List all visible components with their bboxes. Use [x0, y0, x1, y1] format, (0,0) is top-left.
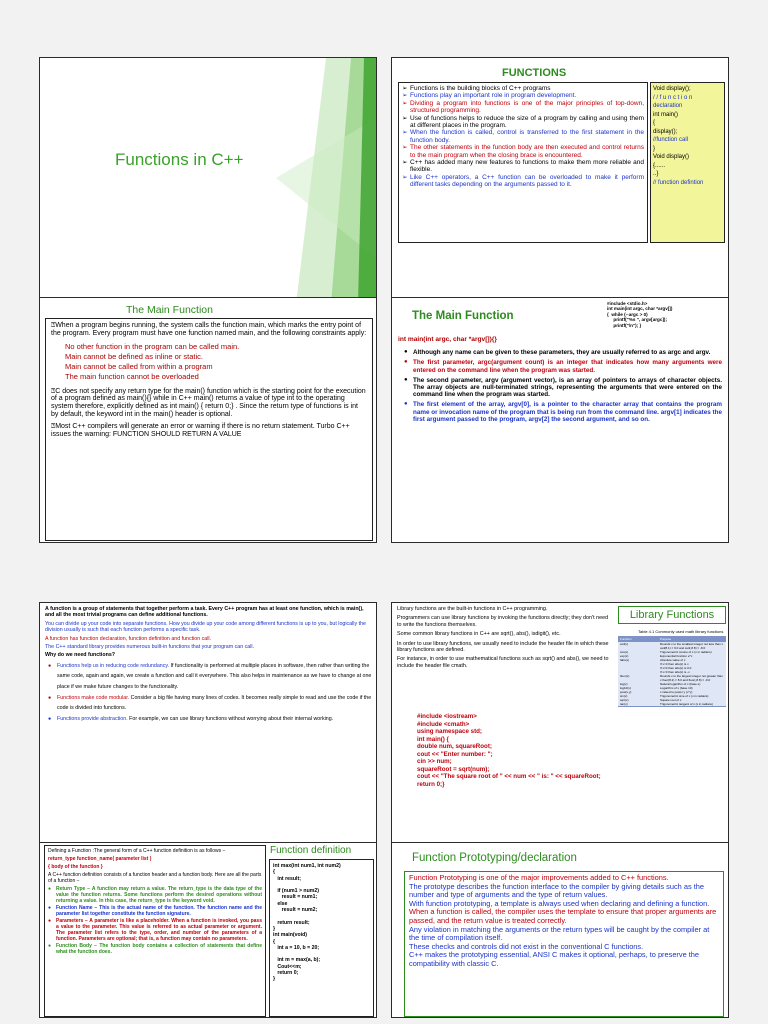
paragraph-text: When a program begins running, the system calls the function main, which marks the entry point of the program. Every program must have one function named main, and the following constraints apply:	[51, 322, 367, 337]
column-header: Function	[620, 637, 632, 641]
arrow-bullet-icon: ➢	[402, 129, 408, 137]
table-cell: Trigonometric cosine of x (x in radians)	[660, 650, 712, 654]
bullet-item	[402, 85, 644, 92]
constraint-line: Main cannot be defined as inline or static.	[65, 351, 203, 361]
list-item	[48, 905, 262, 917]
constraint-line: Main cannot be called from within a program	[65, 361, 213, 371]
bullet-text: Dividing a program into functions is one of the major principles of top-down, structured programming.	[410, 99, 644, 115]
list-item-lead: Functions help us in reducing code redundancy.	[57, 662, 170, 669]
bullet-text: Use of functions helps to reduce the size of a program by calling and using them at different places in the program.	[410, 114, 644, 130]
content-box	[404, 871, 724, 1017]
paragraph: Why do we need functions?	[45, 652, 116, 659]
code-line: int main()	[653, 111, 679, 118]
code-snippet	[607, 301, 725, 328]
table-cell: Rounds x to the largest integer not greater than x floor(8.2) = 8.0 and floor(-8.8) = -9.0	[660, 674, 723, 682]
table-cell: sin(x)	[620, 694, 628, 698]
code-line: //function call	[653, 137, 689, 143]
arrow-bullet-icon: ➢	[402, 92, 408, 100]
slide-function-intro	[39, 602, 377, 848]
list-item-text	[57, 661, 373, 693]
code-line: cout << "The square root of " << num << " is: " << squareRoot;	[417, 773, 601, 780]
code-line: display();	[653, 128, 678, 135]
bullet-icon: ●	[48, 918, 52, 924]
list-item	[48, 918, 262, 942]
paragraph: C++ makes the prototyping essential, ANSI C makes it optional, perhaps, to preserve the compatibility with classic C.	[409, 950, 700, 968]
content-text	[44, 845, 266, 1017]
list-item-text: Function Name − This is the actual name of the function. The function name and the parameter list together constitute the function signature.	[56, 905, 262, 917]
table-cell: x raised to power y (x^y)	[660, 690, 693, 694]
slide-library-functions	[391, 602, 729, 848]
paragraph: When a function is called, the compiler uses the template to ensure that proper arguments are passed, and the return value is treated correctly.	[409, 907, 717, 925]
paragraph	[51, 388, 367, 419]
bullet-icon: ●	[404, 376, 408, 383]
table-cell: Trigonometric tangent of x (x in radians)	[660, 702, 713, 706]
list-item	[404, 377, 722, 399]
code-line: printf("%s ", argv[argc]);	[607, 317, 667, 323]
paragraph: A function is a group of statements that together perform a task. Every C++ program has at least one function, which is main(), and all the most trivial programs can define additional functions.	[45, 606, 364, 619]
table-cell: log(x)	[620, 682, 628, 686]
list-item-text	[57, 714, 333, 725]
syntax-line: return_type function_name( parameter list )	[48, 856, 152, 862]
paragraph: A function has function declaration, function definition and function call.	[45, 635, 212, 642]
table-cell: If x<0 then abs(x) is -x	[660, 670, 690, 674]
column-header: Purpose	[660, 637, 672, 641]
paragraph: Defining a Function :The general form of a C++ function definition is as follows −	[48, 848, 226, 854]
table-row	[618, 642, 726, 650]
slide-heading: Function Prototyping/declaration	[412, 852, 577, 864]
table-row	[618, 674, 726, 682]
bullet-item	[402, 144, 644, 159]
arrow-bullet-icon: ➢	[402, 159, 408, 167]
arrow-bullet-icon: ➢	[402, 114, 408, 122]
list-item-text: Although any name can be given to these parameters, they are usually referred to as argc and argv.	[413, 349, 711, 357]
content-box	[45, 318, 373, 541]
bullet-icon: ●	[404, 401, 408, 408]
code-line: // function defintion	[653, 179, 704, 186]
paragraph: Some common library functions in C++ are sqrt(), abs(), isdigit(), etc.	[397, 631, 561, 638]
constraint-line: The main function cannot be overloaded	[65, 371, 199, 381]
bullet-item	[402, 174, 644, 189]
code-line: {	[653, 120, 656, 126]
code-line: #include <stdio.h>	[607, 301, 648, 306]
list-item	[45, 693, 373, 714]
content-text	[45, 606, 373, 724]
table-cell: cos(x)	[620, 650, 629, 654]
slide-heading: FUNCTIONS	[502, 67, 567, 79]
arrow-bullet-icon: ➢	[402, 173, 408, 181]
list-item-rest: Consider a big file having many lines of codes. It becomes really simple to read and use the code if the code is divided into functions.	[57, 694, 372, 712]
box-icon: ⍰	[51, 422, 56, 430]
paragraph: With function prototyping, a template is always used when declaring and defining a function.	[409, 898, 710, 908]
table-cell: sqrt(x)	[620, 698, 629, 702]
bullet-text: Like C++ operators, a C++ function can be overloaded to make it perform different tasks depending on the arguments passed to it.	[410, 173, 644, 189]
bullet-item	[402, 100, 644, 115]
code-line: return 0;}	[417, 780, 445, 788]
paragraph: For instance, in order to use mathematical functions such as sqrt() and abs(), we need to include the header file cmath.	[397, 656, 609, 669]
table-cell: fabs(x)	[620, 658, 630, 662]
code-line: {......	[653, 162, 666, 169]
paragraph-text: C does not specify any return type for the main() function which is the starting point for the execution of a program defined as main(){} while in C++ main() returns a value of type int to the operating system therefore, explicitly defined as int main() { return 0;} . Since the return type of functions is int by default, the keyword int in the main() header is optional.	[51, 387, 366, 418]
bullet-list	[398, 82, 648, 243]
table-cell: floor(x)	[620, 674, 630, 678]
table-cell: Rounds x to the smallest integer not less than x ceil(8.1) = 9.0 and ceil(-8.8) = -8.0	[660, 642, 724, 650]
bullet-icon: ●	[404, 349, 408, 356]
paragraph: The prototype describes the function interface to the compiler by giving details such as the number and type of arguments and the type of return values.	[409, 881, 704, 900]
code-line: double num, squareRoot;	[417, 743, 492, 750]
paragraph	[51, 322, 367, 338]
code-line: printf("\n"); }	[607, 322, 642, 328]
slide-title-text: Functions in C++	[115, 150, 244, 169]
bullet-item	[402, 159, 644, 174]
slide-heading: Function definition	[270, 845, 352, 856]
box-icon: ⍰	[51, 387, 56, 395]
slide-main-function	[39, 297, 377, 543]
code-line: { while (--argc > 0)	[607, 311, 648, 317]
code-line: }	[653, 145, 656, 152]
code-sidebar	[650, 82, 725, 243]
arrow-bullet-icon: ➢	[402, 85, 408, 92]
paragraph: In order to use library functions, we usually need to include the header file in which these library functions are defined.	[397, 640, 609, 654]
code-line: using namespace std;	[417, 728, 482, 735]
table-cell: Square root of x	[660, 698, 682, 702]
bullet-icon: ●	[48, 943, 52, 949]
table-caption: Table 4.1 Commonly used math library functions	[638, 629, 724, 634]
slide-heading: The Main Function	[126, 304, 213, 316]
list-item	[404, 349, 722, 356]
bullet-item	[402, 129, 644, 144]
table-row	[618, 702, 726, 706]
code-line: squareRoot = sqrt(num);	[417, 765, 490, 773]
table-cell: exp(x)	[620, 654, 629, 658]
paragraph: Any violation in matching the arguments or the return types will be caught by the compiler at the time of compilation itself.	[409, 924, 710, 943]
list-item-text: The first parameter, argc(argument count) is an integer that indicates how many arguments were entered on the command line when the program was started.	[413, 359, 722, 374]
slide-main-function-args	[391, 297, 729, 543]
code-line: int main() {	[417, 735, 449, 743]
slide-title	[39, 57, 377, 303]
list-item-text: Parameters − A parameter is like a placeholder. When a function is invoked, you pass a value to the parameter. This value is referred to as actual parameter or argument. The parameter list refers to the type, order, and number of the parameters of a function. Parameters are optional; that is, a function may contain no parameters.	[56, 918, 262, 942]
paragraph: A C++ function definition consists of a function header and a function body. Here are all the parts of a function −	[48, 872, 262, 884]
table-cell: Trigonometric sine of x (x in radians)	[660, 694, 709, 698]
table-cell: Exponential function e^x	[660, 654, 693, 658]
slide-functions	[391, 57, 729, 303]
slide-function-definition	[39, 842, 377, 1018]
bullet-icon: ●	[48, 715, 52, 722]
list-item	[48, 886, 262, 904]
bullet-text: Functions play an important role in program development.	[410, 92, 577, 100]
table-cell: Absolute value of x	[660, 658, 686, 662]
constraints-list	[51, 342, 367, 382]
content-text	[397, 606, 609, 672]
table-cell: log10(x)	[620, 686, 631, 690]
table-cell: tan(x)	[620, 702, 628, 706]
code-line: int main(int argc, char *argv[])	[607, 306, 673, 312]
bullet-icon: ●	[48, 886, 52, 892]
list-item-lead: Functions provide abstraction.	[57, 715, 128, 722]
bullet-text: When the function is called, control is transferred to the first statement in the function body.	[410, 129, 644, 144]
bullet-text: Functions is the building blocks of C++ programs	[410, 85, 551, 92]
arrow-bullet-icon: ➢	[402, 99, 408, 107]
bullet-text: The other statements in the function body are then executed and control returns to the main program when the closing brace is encountered.	[410, 144, 644, 159]
list-item	[45, 714, 373, 725]
list-item-text: The first element of the array, argv[0], is a pointer to the character array that contains the program name or invocation name of the program that is being run from the command line. argv[1] indicates the first argument passed to the program, argv[2] the second argument, and so on.	[413, 401, 722, 423]
slide-heading: Library Functions	[618, 606, 726, 624]
decorative-shapes	[256, 58, 376, 303]
table-cell: Logarithm of x (base 10)	[660, 686, 693, 690]
table-cell: pow(x,y)	[620, 690, 632, 694]
list-item-text: Function Body − The function body contains a collection of statements that define what the function does.	[56, 943, 262, 955]
paragraph: Programmers can use library functions by invoking the functions directly; they don't need to write the functions themselves.	[397, 615, 609, 628]
list-item	[45, 661, 373, 693]
constraint-line: No other function in the program can be called main.	[65, 341, 240, 351]
list-item	[48, 943, 262, 955]
code-line: #include <iostream>	[417, 713, 477, 720]
slide-heading: The Main Function	[412, 310, 514, 322]
bullet-icon: ●	[404, 359, 408, 366]
list-item-text: Return Type − A function may return a value. The return_type is the data type of the value the function returns. Some functions perform the desired operations without returning a value. In this case, the return_type is the keyword void.	[56, 886, 262, 904]
table-cell: If x>0 then abs(x) is x	[660, 662, 689, 666]
list-item-rest: If functionality is performed at multiple places in software, then rather than writing the same code, again and again, we create a function and call it everywhere. This also helps in maintenance as we have to change at one place if we make future changes to the functionality.	[57, 662, 372, 691]
signature-header: int main(int argc, char *argv[]){}	[398, 336, 497, 343]
list-item	[404, 359, 722, 373]
paragraph: Library functions are the built-in functions in C++ programming.	[397, 606, 548, 612]
table-cell: Natural logarithm of x (base e)	[660, 682, 701, 686]
bullet-icon: ●	[48, 662, 52, 669]
list-item	[404, 401, 722, 423]
bullet-icon: ●	[48, 694, 52, 701]
code-line: Void display()	[653, 154, 690, 160]
list-item-text	[57, 693, 373, 714]
bullet-icon: ●	[48, 905, 52, 911]
code-line: cin >> num;	[417, 758, 452, 765]
box-icon: ⍰	[51, 322, 56, 329]
slide-function-prototyping	[391, 842, 729, 1018]
bullet-text: C++ has added many new features to functions to make them more reliable and flexible.	[410, 159, 644, 174]
code-snippet	[397, 713, 609, 788]
content-list	[398, 336, 722, 426]
code-line: ..}	[653, 171, 659, 177]
paragraph: These checks and controls did not exist in the conventional C functions.	[409, 941, 644, 951]
code-line: cout << "Enter number: ";	[417, 750, 493, 758]
paragraph: The C++ standard library provides numerous built-in functions that your program can call.	[45, 644, 255, 651]
bullet-item	[402, 92, 644, 99]
list-item-text: The second parameter, argv (argument vector), is an array of pointers to arrays of character objects. The array objects are null-terminated strings, representing the arguments that were entered on the command line when the program was started.	[413, 376, 722, 399]
bullet-item	[402, 115, 644, 130]
paragraph: Function Prototyping is one of the major improvements added to C++ functions.	[409, 873, 669, 882]
paragraph	[51, 423, 367, 439]
arrow-bullet-icon: ➢	[402, 144, 408, 152]
paragraph-text: Most C++ compilers will generate an error or warning if there is no return statement. Turbo C++ issues the warning: FUNCTION SHOULD RETURN A VALUE	[51, 422, 350, 438]
syntax-line: { body of the function }	[48, 864, 103, 870]
list-item-lead: Functions make code modular.	[57, 694, 130, 701]
list-item-rest: For example, we can use library functions without worrying about their internal working.	[127, 715, 334, 722]
paragraph: You can divide up your code into separate functions. How you divide up your code among different functions is up to you, but logically the division usually is such that each function performs a specific task.	[45, 620, 366, 634]
math-functions-table	[618, 630, 726, 707]
code-line: Void display();	[653, 86, 691, 92]
table-cell: ceil(x)	[620, 642, 628, 646]
code-snippet: int max(int num1, int num2) { int result; if (num1 > num2) result = num1; else result = num2; return result; } int main(void) { int a = 10, b = 20; int m = max(a, b); Cout<<m; return 0; }	[269, 859, 374, 1017]
table-cell: If x=0 then abs(x) is 0.0	[660, 666, 692, 670]
code-line: / / f u n c t i o n declaration	[653, 94, 693, 109]
code-line: #include <cmath>	[417, 720, 470, 728]
